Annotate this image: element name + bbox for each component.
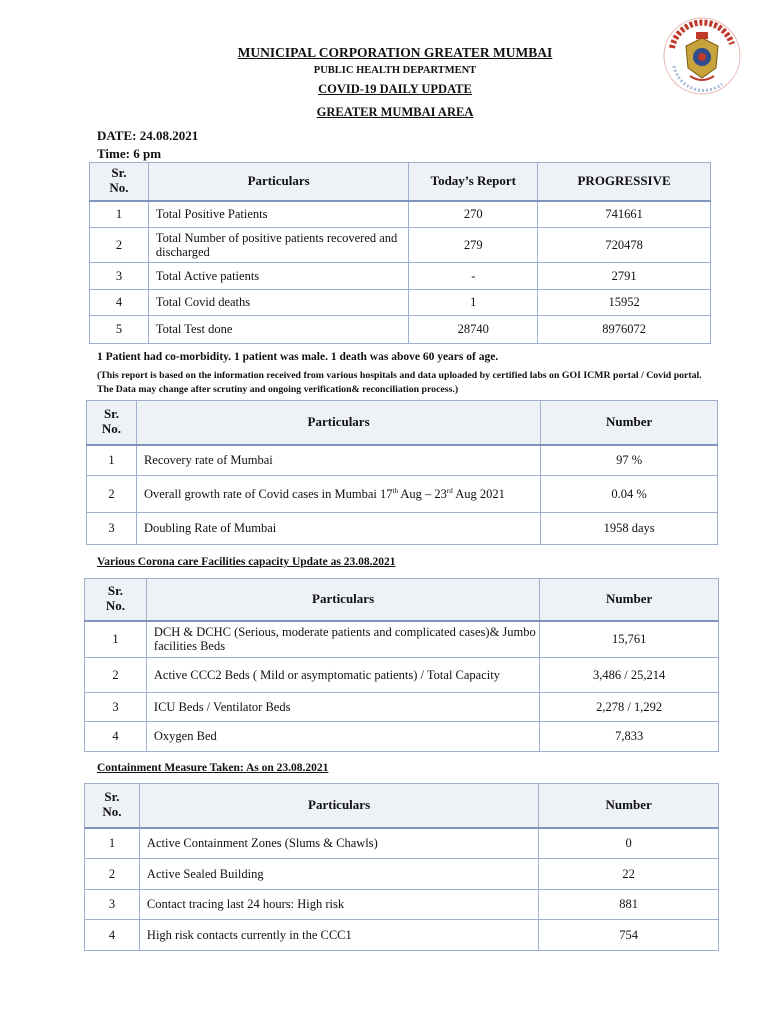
particular: Contact tracing last 24 hours: High risk [139,890,538,920]
particular: Oxygen Bed [146,722,539,752]
number-value: 15,761 [540,621,719,658]
number-value: 7,833 [540,722,719,752]
particular: Active Sealed Building [139,859,538,890]
progressive-value: 2791 [538,263,711,290]
table-row [90,290,711,316]
table-row [90,201,711,228]
containment-section-title: Containment Measure Taken: As on 23.08.2021 [97,762,329,774]
header-todays-report: Today’s Report [409,163,538,201]
today-value: 279 [409,228,538,263]
daily-report-table [89,162,711,344]
report-time: Time: 6 pm [97,146,162,161]
number-value: 1958 days [541,513,718,545]
sr-no: 4 [90,290,149,316]
table-row [85,920,719,951]
number-value: 97 % [541,445,718,476]
particular: Total Positive Patients [148,201,409,228]
header-number: Number [540,579,719,621]
today-value: 28740 [409,316,538,344]
sr-no: 5 [90,316,149,344]
particular: Doubling Rate of Mumbai [136,513,540,545]
sr-no: 1 [85,828,140,859]
header-sr-no: Sr. No. [85,784,140,828]
sr-no: 2 [85,859,140,890]
table-row [85,621,719,658]
rates-table [86,400,718,545]
table-row [85,859,719,890]
number-value: 0 [539,828,719,859]
superscript-rd: rd [446,486,453,495]
today-value: 270 [409,201,538,228]
particular: Total Covid deaths [148,290,409,316]
update-title: COVID-19 DAILY UPDATE [318,82,472,96]
header-number: Number [539,784,719,828]
particular: Active Containment Zones (Slums & Chawls) [139,828,538,859]
sr-no: 1 [90,201,149,228]
facilities-section-title: Various Corona care Facilities capacity Update as 23.08.2021 [97,556,396,568]
header-particulars: Particulars [139,784,538,828]
superscript-th: th [392,486,398,495]
comorbidity-note: 1 Patient had co-morbidity. 1 patient was male. 1 death was above 60 years of age. [97,351,499,363]
particular: Total Test done [148,316,409,344]
number-value: 22 [539,859,719,890]
today-value: 1 [409,290,538,316]
table-row [87,476,718,513]
report-date: DATE: 24.08.2021 [97,128,199,143]
department-title: PUBLIC HEALTH DEPARTMENT [313,65,477,76]
disclaimer-note: (This report is based on the information received from various hospitals and data uploaded by certified labs on GOI ICMR portal / Covid portal. The Data may change after scrutiny and ongoing verification& reconciliation process.) [97,370,702,396]
number-value: 3,486 / 25,214 [540,658,719,693]
header-particulars: Particulars [136,401,540,445]
number-value: 0.04 % [541,476,718,513]
header-sr-no: Sr. No. [90,163,149,201]
progressive-value: 8976072 [538,316,711,344]
particular-text-c: Aug 2021 [452,486,505,501]
particular [136,476,540,513]
table-row [85,722,719,752]
area-title: GREATER MUMBAI AREA [316,105,474,119]
table-row [87,445,718,476]
sr-no: 1 [85,621,147,658]
today-value: - [409,263,538,290]
particular: Active CCC2 Beds ( Mild or asymptomatic patients) / Total Capacity [146,658,539,693]
particular: Total Number of positive patients recovered and discharged [148,228,409,263]
sr-no: 1 [87,445,137,476]
table-row [85,828,719,859]
table-row [85,890,719,920]
particular: Total Active patients [148,263,409,290]
header-particulars: Particulars [146,579,539,621]
progressive-value: 741661 [538,201,711,228]
header-sr-no: Sr. No. [85,579,147,621]
org-title: MUNICIPAL CORPORATION GREATER MUMBAI [237,45,553,60]
particular-text-b: Aug – 23 [397,486,447,501]
number-value: 2,278 / 1,292 [540,693,719,722]
table-row [90,316,711,344]
progressive-value: 15952 [538,290,711,316]
header-number: Number [541,401,718,445]
sr-no: 3 [90,263,149,290]
table-row [90,263,711,290]
particular: DCH & DCHC (Serious, moderate patients and complicated cases)& Jumbo facilities Beds [146,621,539,658]
number-value: 881 [539,890,719,920]
number-value: 754 [539,920,719,951]
header-progressive: PROGRESSIVE [538,163,711,201]
containment-table [84,783,719,951]
particular: High risk contacts currently in the CCC1 [139,920,538,951]
sr-no: 4 [85,722,147,752]
sr-no: 2 [85,658,147,693]
progressive-value: 720478 [538,228,711,263]
table-row [85,693,719,722]
header-particulars: Particulars [148,163,409,201]
sr-no: 3 [87,513,137,545]
header-sr-no: Sr. No. [87,401,137,445]
sr-no: 4 [85,920,140,951]
particular-text-a: Overall growth rate of Covid cases in Mumbai 17 [143,486,393,501]
facilities-table [84,578,719,752]
sr-no: 3 [85,890,140,920]
table-row [90,228,711,263]
particular: ICU Beds / Ventilator Beds [146,693,539,722]
sr-no: 2 [90,228,149,263]
particular: Recovery rate of Mumbai [136,445,540,476]
table-row [87,513,718,545]
sr-no: 3 [85,693,147,722]
sr-no: 2 [87,476,137,513]
table-row [85,658,719,693]
